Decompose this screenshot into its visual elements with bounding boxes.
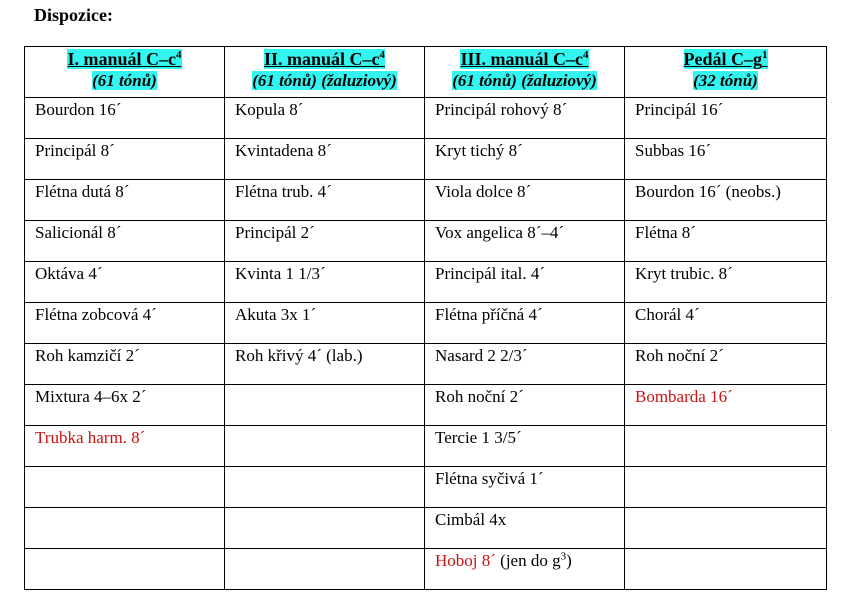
stop-cell: Flétna příčná 4´ bbox=[425, 303, 625, 344]
stop-cell: Kryt trubic. 8´ bbox=[625, 262, 827, 303]
table-row bbox=[25, 426, 827, 467]
stop-cell: Principál ital. 4´ bbox=[425, 262, 625, 303]
disposition-table bbox=[24, 46, 827, 590]
stop-cell: Principál 8´ bbox=[25, 139, 225, 180]
empty-cell bbox=[25, 467, 225, 508]
stop-cell: Flétna zobcová 4´ bbox=[25, 303, 225, 344]
empty-cell bbox=[225, 508, 425, 549]
header-manual-3 bbox=[425, 47, 625, 98]
stop-cell: Akuta 3x 1´ bbox=[225, 303, 425, 344]
stop-cell-hoboj bbox=[425, 549, 625, 590]
stop-cell: Roh noční 2´ bbox=[425, 385, 625, 426]
table-row bbox=[25, 221, 827, 262]
header-pedal bbox=[625, 47, 827, 98]
table-row bbox=[25, 180, 827, 221]
stop-cell: Flétna trub. 4´ bbox=[225, 180, 425, 221]
header-name: III. manuál $C-c^4$ bbox=[460, 49, 589, 69]
stop-cell-reed: Trubka harm. 8´ bbox=[25, 426, 225, 467]
table-row bbox=[25, 98, 827, 139]
stop-cell: Oktáva 4´ bbox=[25, 262, 225, 303]
header-row bbox=[25, 47, 827, 98]
stop-name-reed: Hoboj 8´ bbox=[435, 551, 496, 570]
stop-cell: Nasard 2 2/3´ bbox=[425, 344, 625, 385]
table-row bbox=[25, 467, 827, 508]
table-row bbox=[25, 508, 827, 549]
header-name: Pedál $C-g^1$ bbox=[683, 49, 768, 69]
stop-cell: Principál rohový 8´ bbox=[425, 98, 625, 139]
empty-cell bbox=[225, 467, 425, 508]
note-close: ) bbox=[566, 551, 572, 570]
stop-cell: Roh kamzičí 2´ bbox=[25, 344, 225, 385]
empty-cell bbox=[625, 549, 827, 590]
stop-cell-reed: Bombarda 16´ bbox=[625, 385, 827, 426]
note-sup: 3 bbox=[560, 550, 567, 563]
table-row bbox=[25, 385, 827, 426]
header-sub: (61 tónů) bbox=[92, 71, 157, 90]
stop-cell: Kopula 8´ bbox=[225, 98, 425, 139]
header-sub: (32 tónů) bbox=[693, 71, 758, 90]
stop-cell: Kvinta 1 1/3´ bbox=[225, 262, 425, 303]
table-row bbox=[25, 344, 827, 385]
stop-cell: Viola dolce 8´ bbox=[425, 180, 625, 221]
stop-cell: Bourdon 16´ (neobs.) bbox=[625, 180, 827, 221]
empty-cell bbox=[225, 549, 425, 590]
empty-cell bbox=[625, 467, 827, 508]
stop-cell: Tercie 1 3/5´ bbox=[425, 426, 625, 467]
stop-cell: Flétna 8´ bbox=[625, 221, 827, 262]
header-name: I. manuál $C-c^4$ bbox=[67, 49, 182, 69]
header-manual-1 bbox=[25, 47, 225, 98]
table-row bbox=[25, 549, 827, 590]
page-title: Dispozice: bbox=[34, 5, 113, 25]
stop-cell: Vox angelica 8´–4´ bbox=[425, 221, 625, 262]
empty-cell bbox=[625, 508, 827, 549]
stop-cell: Flétna dutá 8´ bbox=[25, 180, 225, 221]
stop-note: (jen do g bbox=[495, 551, 561, 570]
header-sub: (61 tónů) (žaluziový) bbox=[452, 71, 597, 90]
empty-cell bbox=[25, 508, 225, 549]
stop-cell: Roh noční 2´ bbox=[625, 344, 827, 385]
table-row bbox=[25, 139, 827, 180]
empty-cell bbox=[225, 426, 425, 467]
stop-cell: Kryt tichý 8´ bbox=[425, 139, 625, 180]
header-name: II. manuál $C-c^4$ bbox=[263, 49, 385, 69]
stop-cell: Subbas 16´ bbox=[625, 139, 827, 180]
stop-cell: Kvintadena 8´ bbox=[225, 139, 425, 180]
header-manual-2 bbox=[225, 47, 425, 98]
stop-cell: Chorál 4´ bbox=[625, 303, 827, 344]
stop-cell: Flétna syčivá 1´ bbox=[425, 467, 625, 508]
stop-cell: Principál 2´ bbox=[225, 221, 425, 262]
empty-cell bbox=[25, 549, 225, 590]
stop-cell: Bourdon 16´ bbox=[25, 98, 225, 139]
stop-cell: Roh křivý 4´ (lab.) bbox=[225, 344, 425, 385]
empty-cell bbox=[625, 426, 827, 467]
stop-cell: Cimbál 4x bbox=[425, 508, 625, 549]
stop-cell: Mixtura 4–6x 2´ bbox=[25, 385, 225, 426]
empty-cell bbox=[225, 385, 425, 426]
header-sub: (61 tónů) (žaluziový) bbox=[252, 71, 397, 90]
stop-cell: Principál 16´ bbox=[625, 98, 827, 139]
table-row bbox=[25, 262, 827, 303]
stop-cell: Salicionál 8´ bbox=[25, 221, 225, 262]
table-row bbox=[25, 303, 827, 344]
